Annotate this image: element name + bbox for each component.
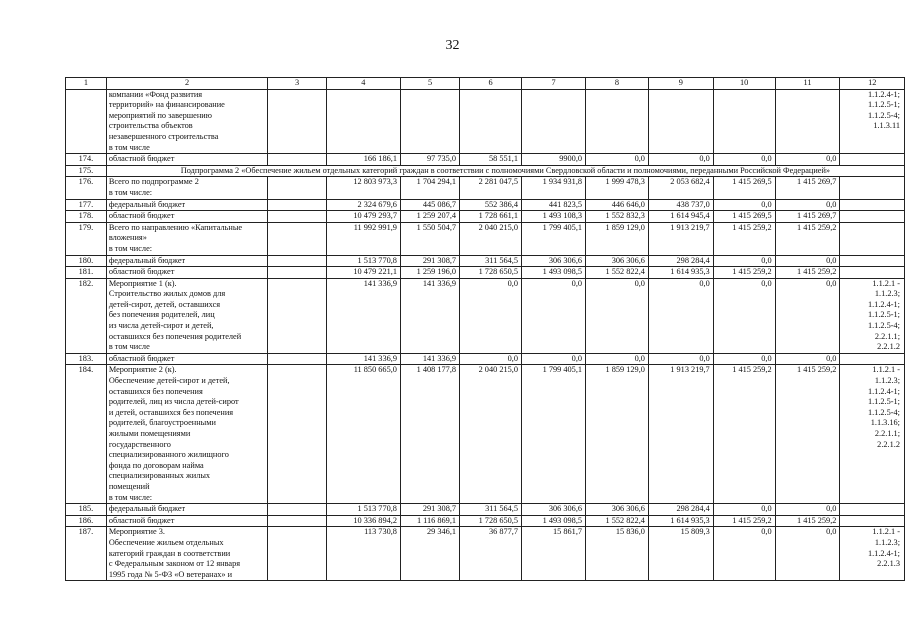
header-cell: 12	[840, 78, 905, 90]
col5-cell: 1 408 177,8	[400, 365, 459, 504]
col6-cell: 1 728 661,1	[460, 211, 522, 223]
col5-cell: 291 308,7	[400, 255, 459, 267]
col11-cell: 1 415 259,2	[775, 515, 840, 527]
col10-cell: 1 415 269,5	[713, 177, 775, 199]
col11-cell: 0,0	[775, 353, 840, 365]
col3-cell	[268, 527, 326, 581]
row-name-cell: Всего по подпрограмме 2 в том числе:	[106, 177, 268, 199]
col11-cell: 0,0	[775, 278, 840, 353]
col8-cell: 1 859 129,0	[586, 222, 649, 255]
header-cell: 2	[106, 78, 268, 90]
codes-cell	[840, 515, 905, 527]
header-cell: 7	[522, 78, 586, 90]
col7-cell: 1 934 931,8	[522, 177, 586, 199]
col9-cell: 1 614 935,3	[648, 515, 713, 527]
col9-cell: 1 614 945,4	[648, 211, 713, 223]
col9-cell: 0,0	[648, 353, 713, 365]
col3-cell	[268, 177, 326, 199]
col7-cell	[522, 89, 586, 154]
row-number-cell: 174.	[66, 154, 107, 166]
col7-cell: 306 306,6	[522, 504, 586, 516]
table-row	[66, 353, 905, 365]
row-name-cell: Всего по направлению «Капитальные вложения» в том числе:	[106, 222, 268, 255]
col5-cell: 291 308,7	[400, 504, 459, 516]
col5-cell: 1 259 207,4	[400, 211, 459, 223]
header-cell: 3	[268, 78, 326, 90]
col5-cell: 1 704 294,1	[400, 177, 459, 199]
table-row	[66, 255, 905, 267]
col10-cell: 1 415 259,2	[713, 222, 775, 255]
table-row	[66, 89, 905, 154]
col8-cell: 15 836,0	[586, 527, 649, 581]
col8-cell: 0,0	[586, 353, 649, 365]
col9-cell: 1 913 219,7	[648, 222, 713, 255]
row-number-cell	[66, 89, 107, 154]
col7-cell: 1 493 098,5	[522, 515, 586, 527]
col10-cell: 0,0	[713, 199, 775, 211]
header-cell: 9	[648, 78, 713, 90]
codes-cell: 1.1.2.4-1; 1.1.2.5-1; 1.1.2.5-4; 1.1.3.11	[840, 89, 905, 154]
table-row	[66, 504, 905, 516]
col11-cell: 1 415 259,2	[775, 365, 840, 504]
col8-cell: 1 999 478,3	[586, 177, 649, 199]
table-row	[66, 154, 905, 166]
col5-cell: 141 336,9	[400, 353, 459, 365]
row-name-cell: компании «Фонд развития территорий» на финансирование мероприятий по завершению строительства объектов незавершенного строительства в том числе	[106, 89, 268, 154]
col3-cell	[268, 515, 326, 527]
col9-cell: 15 809,3	[648, 527, 713, 581]
col11-cell: 0,0	[775, 527, 840, 581]
codes-cell	[840, 255, 905, 267]
col8-cell: 306 306,6	[586, 255, 649, 267]
col10-cell: 1 415 259,2	[713, 267, 775, 279]
col7-cell: 1 493 098,5	[522, 267, 586, 279]
col9-cell: 1 913 219,7	[648, 365, 713, 504]
header-cell: 5	[400, 78, 459, 90]
row-name-cell: областной бюджет	[106, 211, 268, 223]
col4-cell: 1 513 770,8	[326, 504, 400, 516]
col10-cell: 0,0	[713, 154, 775, 166]
col10-cell: 0,0	[713, 278, 775, 353]
col6-cell: 311 564,5	[460, 255, 522, 267]
col4-cell: 10 479 221,1	[326, 267, 400, 279]
col8-cell: 306 306,6	[586, 504, 649, 516]
col4-cell	[326, 89, 400, 154]
col11-cell: 1 415 269,7	[775, 177, 840, 199]
codes-cell	[840, 177, 905, 199]
col7-cell: 441 823,5	[522, 199, 586, 211]
header-cell: 6	[460, 78, 522, 90]
col8-cell	[586, 89, 649, 154]
col3-cell	[268, 89, 326, 154]
row-number-cell: 185.	[66, 504, 107, 516]
subprogram-heading-cell: Подпрограмма 2 «Обеспечение жильем отдельных категорий граждан в соответствии с полномочиями Свердловской области и полномочиями, переданными Российской Федерацией»	[106, 165, 904, 177]
col11-cell: 0,0	[775, 154, 840, 166]
col9-cell	[648, 89, 713, 154]
col3-cell	[268, 255, 326, 267]
col4-cell: 10 336 894,2	[326, 515, 400, 527]
col8-cell: 1 859 129,0	[586, 365, 649, 504]
col3-cell	[268, 199, 326, 211]
col5-cell: 97 735,0	[400, 154, 459, 166]
table-row	[66, 222, 905, 255]
codes-cell	[840, 211, 905, 223]
table-row	[66, 211, 905, 223]
col9-cell: 438 737,0	[648, 199, 713, 211]
row-name-cell: областной бюджет	[106, 515, 268, 527]
col8-cell: 1 552 832,3	[586, 211, 649, 223]
col6-cell: 0,0	[460, 353, 522, 365]
col7-cell: 306 306,6	[522, 255, 586, 267]
row-name-cell: федеральный бюджет	[106, 199, 268, 211]
row-name-cell: Мероприятие 3. Обеспечение жильем отдельных категорий граждан в соответствии с Федеральным законом от 12 января 1995 года № 5-ФЗ «О ветеранах» и	[106, 527, 268, 581]
col9-cell: 298 284,4	[648, 255, 713, 267]
row-number-cell: 177.	[66, 199, 107, 211]
row-name-cell: федеральный бюджет	[106, 504, 268, 516]
col5-cell	[400, 89, 459, 154]
table-row	[66, 267, 905, 279]
row-number-cell: 187.	[66, 527, 107, 581]
row-number-cell: 183.	[66, 353, 107, 365]
col10-cell: 0,0	[713, 353, 775, 365]
col7-cell: 1 799 405,1	[522, 222, 586, 255]
col3-cell	[268, 211, 326, 223]
col5-cell: 29 346,1	[400, 527, 459, 581]
col7-cell: 1 799 405,1	[522, 365, 586, 504]
codes-cell: 1.1.2.1 - 1.1.2.3; 1.1.2.4-1; 1.1.2.5-1; 1.1.2.5-4; 2.2.1.1; 2.2.1.2	[840, 278, 905, 353]
row-number-cell: 180.	[66, 255, 107, 267]
col11-cell: 1 415 259,2	[775, 222, 840, 255]
row-name-cell: областной бюджет	[106, 154, 268, 166]
page-number: 32	[445, 38, 460, 53]
table-row	[66, 365, 905, 504]
col4-cell: 11 992 991,9	[326, 222, 400, 255]
table-body	[66, 78, 905, 581]
col6-cell: 0,0	[460, 278, 522, 353]
col7-cell: 1 493 108,3	[522, 211, 586, 223]
col8-cell: 1 552 822,4	[586, 515, 649, 527]
table-row	[66, 515, 905, 527]
header-cell: 1	[66, 78, 107, 90]
row-number-cell: 186.	[66, 515, 107, 527]
col11-cell: 1 415 269,7	[775, 211, 840, 223]
col4-cell: 141 336,9	[326, 353, 400, 365]
col3-cell	[268, 278, 326, 353]
codes-cell: 1.1.2.1 - 1.1.2.3; 1.1.2.4-1; 1.1.2.5-1; 1.1.2.5-4; 1.1.3.16; 2.2.1.1; 2.2.1.2	[840, 365, 905, 504]
col6-cell: 58 551,1	[460, 154, 522, 166]
codes-cell	[840, 504, 905, 516]
col7-cell: 15 861,7	[522, 527, 586, 581]
col9-cell: 0,0	[648, 154, 713, 166]
table-row	[66, 527, 905, 581]
col8-cell: 0,0	[586, 278, 649, 353]
col6-cell: 311 564,5	[460, 504, 522, 516]
row-name-cell: Мероприятие 1 (к). Строительство жилых домов для детей-сирот, детей, оставшихся без попечения родителей, лиц из числа детей-сирот и детей, оставшихся без попечения родителей в том числе	[106, 278, 268, 353]
header-cell: 10	[713, 78, 775, 90]
col10-cell	[713, 89, 775, 154]
col6-cell: 2 040 215,0	[460, 222, 522, 255]
col5-cell: 1 116 869,1	[400, 515, 459, 527]
row-name-cell: федеральный бюджет	[106, 255, 268, 267]
col4-cell: 12 803 973,3	[326, 177, 400, 199]
col9-cell: 0,0	[648, 278, 713, 353]
col11-cell: 0,0	[775, 504, 840, 516]
col4-cell: 1 513 770,8	[326, 255, 400, 267]
col11-cell: 0,0	[775, 199, 840, 211]
col11-cell: 1 415 259,2	[775, 267, 840, 279]
col11-cell	[775, 89, 840, 154]
col6-cell: 1 728 650,5	[460, 515, 522, 527]
codes-cell	[840, 154, 905, 166]
budget-table-wrapper	[65, 77, 905, 581]
col9-cell: 298 284,4	[648, 504, 713, 516]
row-number-cell: 181.	[66, 267, 107, 279]
row-name-cell: Мероприятие 2 (к). Обеспечение детей-сирот и детей, оставшихся без попечения родителей, лиц из числа детей-сирот и детей, оставшихся без попечения родителей, благоустроенными жилыми помещениями государственного специализированного жилищного фонда по договорам найма специализированных жилых помещений в том числе:	[106, 365, 268, 504]
col5-cell: 445 086,7	[400, 199, 459, 211]
table-row	[66, 177, 905, 199]
row-number-cell: 176.	[66, 177, 107, 199]
budget-table	[65, 77, 905, 581]
header-row	[66, 78, 905, 90]
codes-cell: 1.1.2.1 - 1.1.2.3; 1.1.2.4-1; 2.2.1.3	[840, 527, 905, 581]
col6-cell: 2 281 047,5	[460, 177, 522, 199]
col4-cell: 166 186,1	[326, 154, 400, 166]
row-number-cell: 179.	[66, 222, 107, 255]
table-row	[66, 278, 905, 353]
col3-cell	[268, 504, 326, 516]
row-number-cell: 175.	[66, 165, 107, 177]
col3-cell	[268, 365, 326, 504]
col10-cell: 1 415 259,2	[713, 515, 775, 527]
header-cell: 8	[586, 78, 649, 90]
table-row	[66, 165, 905, 177]
header-cell: 11	[775, 78, 840, 90]
header-cell: 4	[326, 78, 400, 90]
col9-cell: 2 053 682,4	[648, 177, 713, 199]
row-name-cell: областной бюджет	[106, 353, 268, 365]
col5-cell: 1 259 196,0	[400, 267, 459, 279]
col6-cell: 2 040 215,0	[460, 365, 522, 504]
codes-cell	[840, 222, 905, 255]
col5-cell: 1 550 504,7	[400, 222, 459, 255]
col8-cell: 1 552 822,4	[586, 267, 649, 279]
col11-cell: 0,0	[775, 255, 840, 267]
col3-cell	[268, 353, 326, 365]
col6-cell: 552 386,4	[460, 199, 522, 211]
row-name-cell: областной бюджет	[106, 267, 268, 279]
col4-cell: 2 324 679,6	[326, 199, 400, 211]
col3-cell	[268, 267, 326, 279]
col8-cell: 446 646,0	[586, 199, 649, 211]
row-number-cell: 184.	[66, 365, 107, 504]
col8-cell: 0,0	[586, 154, 649, 166]
col3-cell	[268, 154, 326, 166]
col7-cell: 0,0	[522, 278, 586, 353]
col3-cell	[268, 222, 326, 255]
codes-cell	[840, 353, 905, 365]
col6-cell: 1 728 650,5	[460, 267, 522, 279]
codes-cell	[840, 267, 905, 279]
row-number-cell: 182.	[66, 278, 107, 353]
col10-cell: 1 415 259,2	[713, 365, 775, 504]
col4-cell: 113 730,8	[326, 527, 400, 581]
col10-cell: 0,0	[713, 504, 775, 516]
col6-cell: 36 877,7	[460, 527, 522, 581]
col6-cell	[460, 89, 522, 154]
col7-cell: 9900,0	[522, 154, 586, 166]
col4-cell: 141 336,9	[326, 278, 400, 353]
col7-cell: 0,0	[522, 353, 586, 365]
col10-cell: 0,0	[713, 255, 775, 267]
col9-cell: 1 614 935,3	[648, 267, 713, 279]
codes-cell	[840, 199, 905, 211]
col4-cell: 10 479 293,7	[326, 211, 400, 223]
col10-cell: 1 415 269,5	[713, 211, 775, 223]
col5-cell: 141 336,9	[400, 278, 459, 353]
col4-cell: 11 850 665,0	[326, 365, 400, 504]
row-number-cell: 178.	[66, 211, 107, 223]
col10-cell: 0,0	[713, 527, 775, 581]
table-row	[66, 199, 905, 211]
